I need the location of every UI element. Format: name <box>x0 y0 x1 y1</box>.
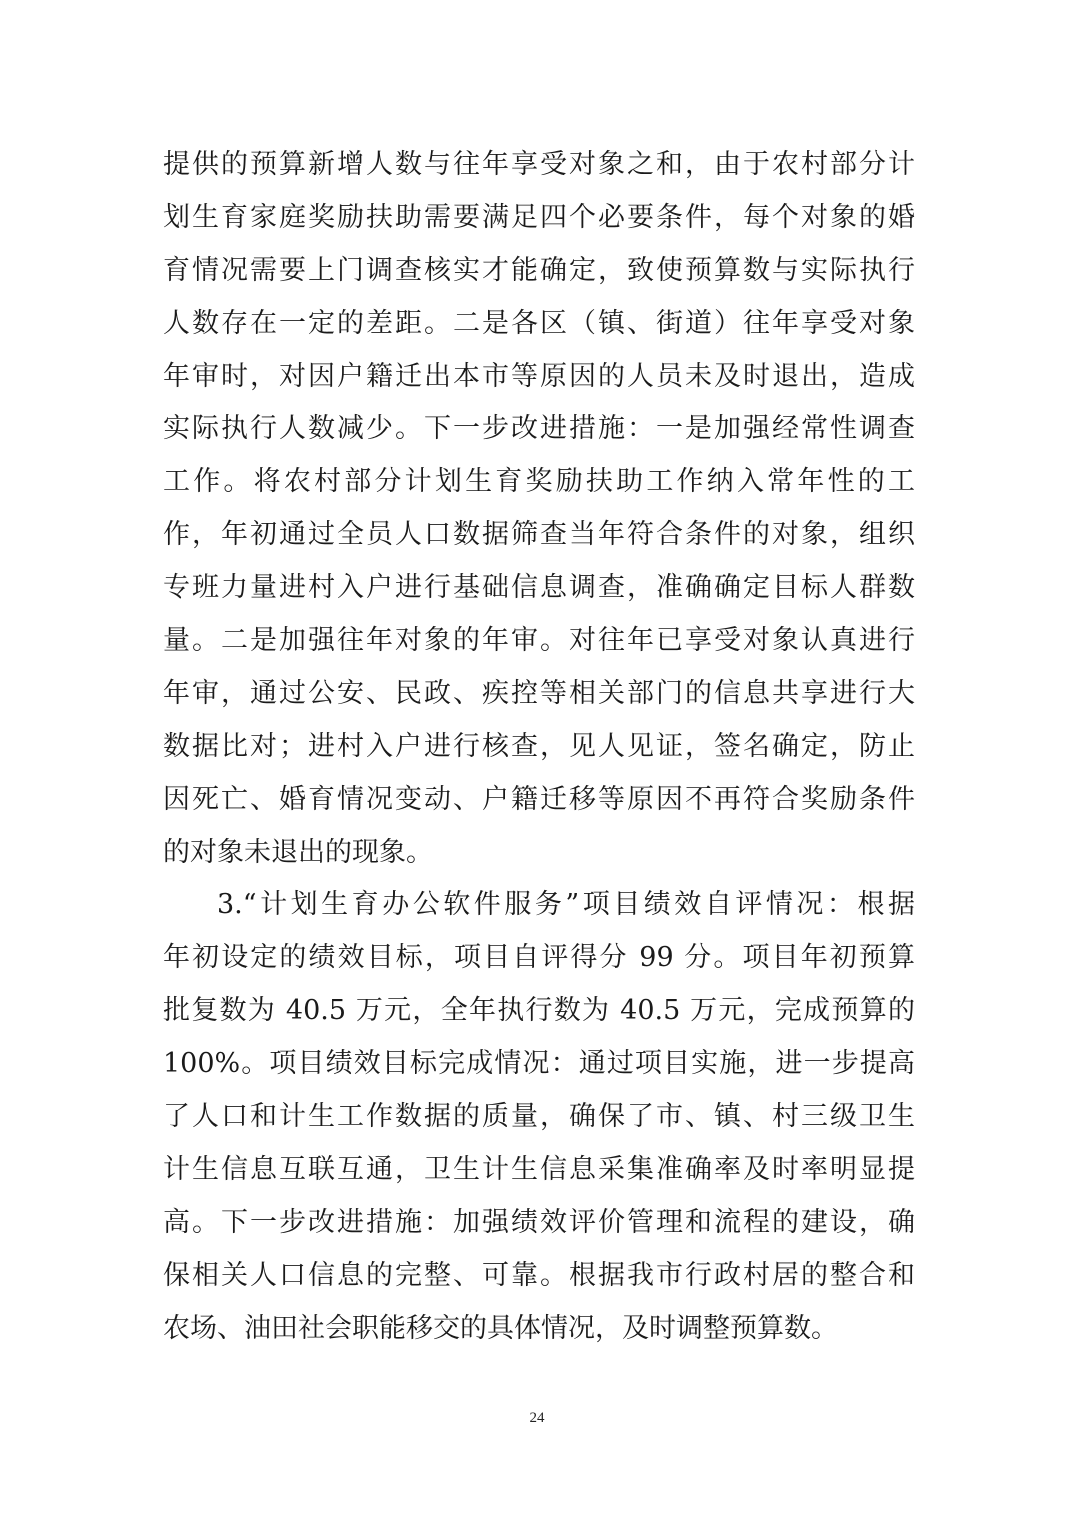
text-line: 人数存在一定的差距。二是各区（镇、街道）往年享受对象 <box>163 307 915 339</box>
paragraph-1 <box>163 139 915 879</box>
text-line: 数据比对；进村入户进行核查，见人见证，签名确定，防止 <box>163 730 915 762</box>
text-line: 了人口和计生工作数据的质量，确保了市、镇、村三级卫生 <box>163 1101 915 1133</box>
text-line: 高。下一步改进措施：加强绩效评价管理和流程的建设，确 <box>163 1206 915 1238</box>
text-line: 年审时，对因户籍迁出本市等原因的人员未及时退出，造成 <box>163 360 915 392</box>
page-number: 24 <box>529 1410 545 1426</box>
text-line: 批复数为 40.5 万元，全年执行数为 40.5 万元，完成预算的 <box>163 995 915 1027</box>
text-line: 量。二是加强往年对象的年审。对往年已享受对象认真进行 <box>163 625 915 657</box>
text-line: 计生信息互联互通，卫生计生信息采集准确率及时率明显提 <box>163 1153 915 1185</box>
text-line: 育情况需要上门调查核实才能确定，致使预算数与实际执行 <box>163 254 915 286</box>
text-line: 因死亡、婚育情况变动、户籍迁移等原因不再符合奖励条件 <box>163 783 915 815</box>
text-line: 划生育家庭奖励扶助需要满足四个必要条件，每个对象的婚 <box>163 201 915 233</box>
text-line: 实际执行人数减少。下一步改进措施：一是加强经常性调查 <box>163 413 915 445</box>
text-line: 年审，通过公安、民政、疾控等相关部门的信息共享进行大 <box>163 677 915 709</box>
text-line: 作，年初通过全员人口数据筛查当年符合条件的对象，组织 <box>163 519 915 551</box>
text-line: 3.“计划生育办公软件服务”项目绩效自评情况：根据 <box>217 889 915 921</box>
text-line: 农场、油田社会职能移交的具体情况，及时调整预算数。 <box>163 1312 838 1344</box>
paragraph-2 <box>163 879 915 1355</box>
text-line: 的对象未退出的现象。 <box>163 836 433 868</box>
text-line: 100%。项目绩效目标完成情况：通过项目实施，进一步提高 <box>163 1048 915 1080</box>
text-line: 工作。将农村部分计划生育奖励扶助工作纳入常年性的工 <box>163 466 915 498</box>
text-line: 提供的预算新增人数与往年享受对象之和，由于农村部分计 <box>163 149 915 180</box>
body-text <box>163 139 915 1355</box>
text-line: 保相关人口信息的完整、可靠。根据我市行政村居的整合和 <box>163 1259 915 1291</box>
text-line: 年初设定的绩效目标，项目自评得分 99 分。项目年初预算 <box>163 942 915 974</box>
text-line: 专班力量进村入户进行基础信息调查，准确确定目标人群数 <box>163 572 915 604</box>
